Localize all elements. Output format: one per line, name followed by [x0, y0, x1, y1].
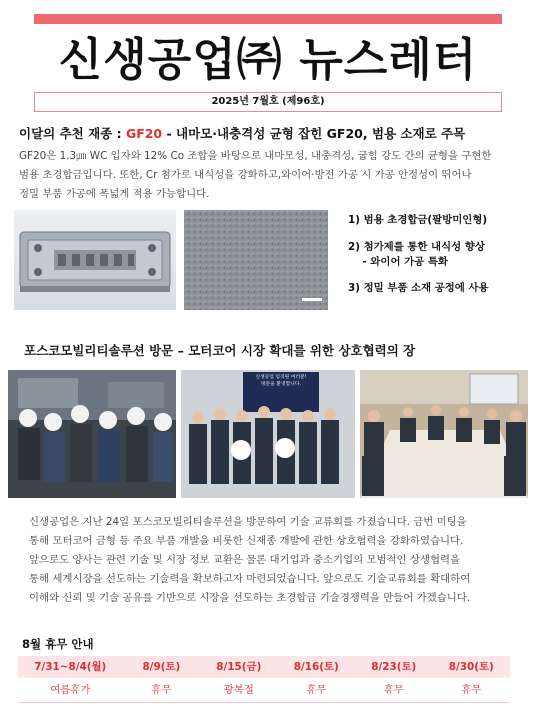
holiday-date: 8/30(토): [448, 661, 494, 673]
holiday-labels-row: [18, 678, 510, 703]
newsletter-title: 신생공업㈜ 뉴스레터: [58, 33, 478, 86]
holiday-table: [18, 656, 510, 703]
issue-label: 2025년 7월호 (제96호): [34, 92, 502, 112]
welcome-banner-line: 방문을 환영합니다.: [260, 382, 302, 387]
holiday-label: 휴무: [151, 684, 172, 696]
welcome-banner-line: 신생공업 임직원 여러분!: [255, 375, 307, 380]
recommend-heading-suffix: - 내마모·내충격성 균형 잡힌 GF20, 범용 소재로 주목: [162, 126, 466, 141]
visit-body-line: 통해 세계시장을 선도하는 기술력을 확보하고자 마련되었습니다. 앞으로도 기술교류회를 확대하여: [29, 573, 471, 585]
recommend-heading: [19, 124, 465, 142]
feature-item-3: 3) 정밀 부품 소재 공정에 사용: [348, 282, 489, 294]
holiday-label: 휴무: [306, 684, 327, 696]
holiday-label: 휴무: [383, 684, 404, 696]
visit-body-line: 통해 모터코어 금형 등 주요 부품 개발을 비롯한 신재종 개발에 관한 상호협력을 강화하였습니다.: [29, 535, 464, 547]
factory-tour-photo: [8, 370, 176, 498]
meeting-photo: [360, 370, 528, 498]
welcome-banner: [243, 374, 319, 388]
holiday-date: 8/23(토): [371, 661, 417, 673]
recommend-body: [19, 147, 524, 204]
holiday-dates-row: [18, 656, 510, 678]
feature-item-2: 2) 첨가제를 통한 내식성 향상: [348, 241, 485, 253]
feature-item-2-sub: - 와이어 가공 특화: [348, 256, 448, 268]
product-die-image: [14, 210, 176, 310]
holiday-heading: 8월 휴무 안내: [22, 637, 94, 651]
recommend-heading-prefix: 이달의 추천 재종 :: [19, 126, 126, 141]
group-photo: [181, 370, 355, 498]
visit-body-line: 앞으로도 양사는 관련 기술 및 시장 정보 교환은 물론 대기업과 중소기업의 모범적인 상생협력을: [29, 554, 461, 566]
holiday-date: 8/9(토): [142, 661, 181, 673]
recommend-body-line: 범용 초경합금입니다. 또한, Cr 첨가로 내식성을 강화하고,와이어·방전 가공 시 가공 안정성이 뛰어나: [19, 169, 472, 181]
holiday-date: 8/15(금): [216, 661, 262, 673]
microstructure-image: [184, 210, 328, 310]
holiday-date: 7/31~8/4(월): [34, 661, 107, 673]
holiday-date: 8/16(토): [293, 661, 339, 673]
visit-heading: 포스코모빌리티솔루션 방문 – 모터코어 시장 확대를 위한 상호협력의 장: [24, 343, 416, 358]
holiday-label: 여름휴가: [50, 684, 91, 696]
holiday-label: 광복절: [223, 684, 254, 696]
visit-body-line: 신생공업은 지난 24일 포스코모빌리티솔루션을 방문하여 기술 교류회를 가졌습니다. 금번 미팅을: [29, 516, 467, 528]
holiday-label: 휴무: [461, 684, 482, 696]
recommend-body-line: 정밀 부품 가공에 폭넓게 적용 가능합니다.: [19, 188, 210, 200]
visit-body-line: 이해와 신뢰 및 기술 공유를 기반으로 시장을 선도하는 초경합금 기술경쟁력을 만들어 가겠습니다.: [29, 592, 471, 604]
recommend-heading-accent: GF20: [125, 126, 163, 141]
feature-item-1: 1) 범용 초경합금(팔방미인형): [348, 214, 488, 226]
top-accent-bar: [34, 14, 502, 24]
recommend-body-line: GF20은 1.3㎛ WC 입자와 12% Co 조합을 바탕으로 내마모성, 내충격성, 굽힘 강도 간의 균형을 구현한: [19, 150, 492, 162]
visit-body: [29, 513, 524, 608]
